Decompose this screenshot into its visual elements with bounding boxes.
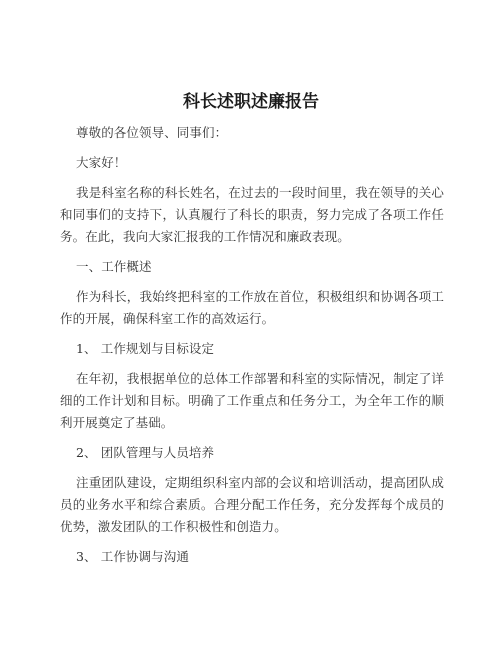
intro-paragraph: 我是科室名称的科长姓名，在过去的一段时间里，我在领导的关心和同事们的支持下，认真履行了科长的职责，努力完成了各项工作任务。在此，我向大家汇报我的工作情况和廉政表现。: [60, 185, 444, 244]
overview-paragraph: 作为科长，我始终把科室的工作放在首位，积极组织和协调各项工作的开展，确保科室工作的高效运行。: [60, 289, 444, 326]
subheading-coordination: 3、 工作协调与沟通: [76, 549, 189, 564]
subheading-team: 2、 团队管理与人员培养: [76, 445, 215, 460]
greeting: 大家好！: [76, 155, 127, 170]
salutation: 尊敬的各位领导、同事们：: [76, 125, 228, 140]
subheading-planning: 1、 工作规划与目标设定: [76, 341, 215, 356]
team-paragraph: 注重团队建设，定期组织科室内部的会议和培训活动，提高团队成员的业务水平和综合素质。合理分配工作任务，充分发挥每个成员的优势，激发团队的工作积极性和创造力。: [60, 475, 444, 534]
planning-paragraph: 在年初，我根据单位的总体工作部署和科室的实际情况，制定了详细的工作计划和目标。明确了工作重点和任务分工，为全年工作的顺利开展奠定了基础。: [60, 371, 444, 430]
document-title: 科长述职述廉报告: [183, 92, 319, 112]
section-heading-overview: 一、工作概述: [76, 259, 152, 274]
